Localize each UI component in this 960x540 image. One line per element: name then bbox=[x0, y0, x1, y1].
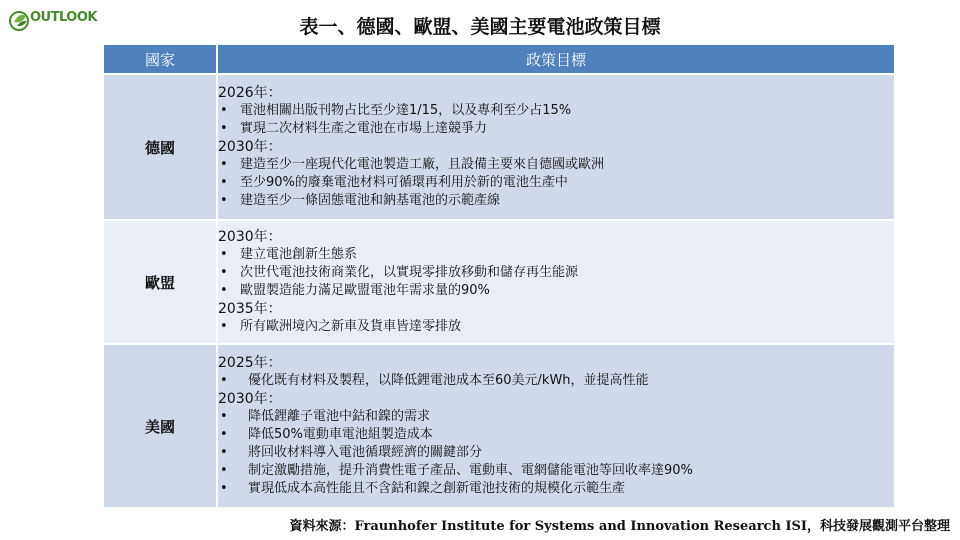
list-item: • 建造至少一座現代化電池製造工廠，且設備主要來自德國或歐洲 bbox=[218, 156, 894, 174]
header-country: 國家 bbox=[103, 44, 217, 74]
policy-list bbox=[218, 246, 894, 300]
source-note: 資料來源：Fraunhofer Institute for Systems and Innovation Research ISI，科技發展觀測平台整理 bbox=[289, 519, 950, 534]
list-item: • 歐盟製造能力滿足歐盟電池年需求量的90% bbox=[218, 282, 894, 300]
year-label: 2030年： bbox=[218, 391, 282, 407]
year-label: 2035年： bbox=[218, 301, 282, 317]
policy-list bbox=[218, 372, 894, 390]
table-header-row bbox=[103, 44, 895, 74]
country-cell: 德國 bbox=[103, 74, 217, 220]
table-row-germany bbox=[103, 74, 895, 220]
list-item: • 建立電池創新生態系 bbox=[218, 246, 894, 264]
list-item: • 制定激勵措施，提升消費性電子產品、電動車、電網儲能電池等回收率達90% bbox=[218, 462, 894, 480]
list-item: • 建造至少一條固態電池和鈉基電池的示範產線 bbox=[218, 192, 894, 210]
year-label: 2025年： bbox=[218, 355, 282, 371]
policy-list bbox=[218, 102, 894, 138]
policy-list bbox=[218, 408, 894, 498]
policy-cell bbox=[217, 220, 895, 344]
list-item: • 電池相關出版刊物占比至少達1/15，以及專利至少占15% bbox=[218, 102, 894, 120]
list-item: • 將回收材料導入電池循環經濟的關鍵部分 bbox=[218, 444, 894, 462]
list-item: • 降低50%電動車電池組製造成本 bbox=[218, 426, 894, 444]
policy-list bbox=[218, 156, 894, 210]
year-label: 2026年： bbox=[218, 85, 282, 101]
policy-table bbox=[102, 43, 896, 509]
policy-cell bbox=[217, 74, 895, 220]
year-label: 2030年： bbox=[218, 139, 282, 155]
list-item: • 降低鋰離子電池中鈷和鎳的需求 bbox=[218, 408, 894, 426]
country-cell: 歐盟 bbox=[103, 220, 217, 344]
table-row-eu bbox=[103, 220, 895, 344]
list-item: • 至少90%的廢棄電池材料可循環再利用於新的電池生產中 bbox=[218, 174, 894, 192]
table-row-usa bbox=[103, 344, 895, 508]
header-policy-goals: 政策目標 bbox=[217, 44, 895, 74]
list-item: • 實現二次材料生產之電池在市場上達競爭力 bbox=[218, 120, 894, 138]
policy-list bbox=[218, 318, 894, 336]
year-label: 2030年： bbox=[218, 229, 282, 245]
logo-brand-text: OUTLOOK bbox=[30, 10, 97, 25]
country-cell: 美國 bbox=[103, 344, 217, 508]
list-item: • 實現低成本高性能且不含鈷和鎳之創新電池技術的規模化示範生產 bbox=[218, 480, 894, 498]
list-item: • 所有歐洲境內之新車及貨車皆達零排放 bbox=[218, 318, 894, 336]
list-item: • 優化既有材料及製程，以降低鋰電池成本至60美元/kWh，並提高性能 bbox=[218, 372, 894, 390]
page-title: 表一、德國、歐盟、美國主要電池政策目標 bbox=[299, 16, 661, 38]
policy-cell bbox=[217, 344, 895, 508]
list-item: • 次世代電池技術商業化，以實現零排放移動和儲存再生能源 bbox=[218, 264, 894, 282]
